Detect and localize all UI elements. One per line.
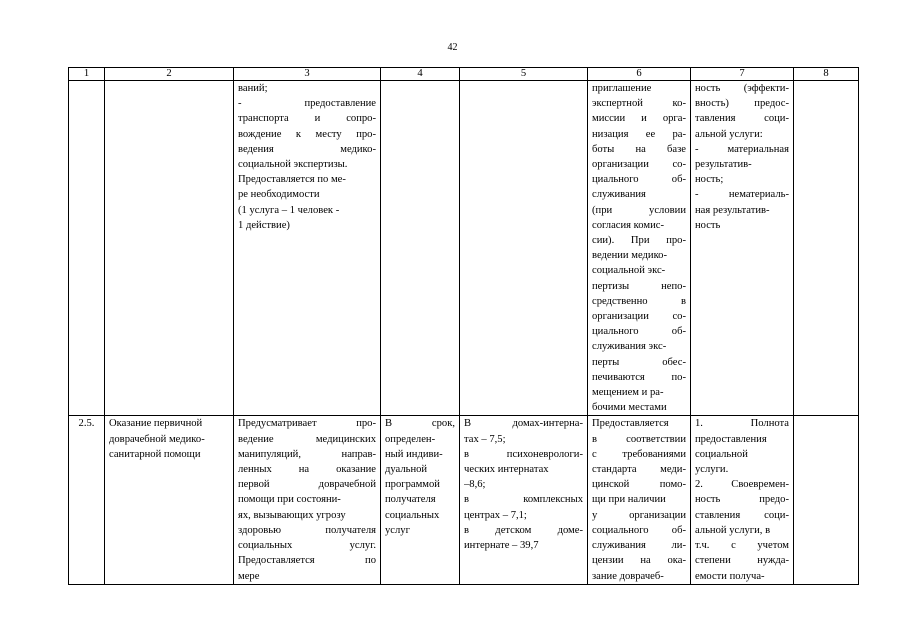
cell-text-line: служивания ли- (592, 540, 686, 552)
cell-text-line: зание доврачеб- (592, 570, 664, 582)
column-header: 2 (105, 68, 234, 81)
cell-text-line: согласия комис- (592, 219, 664, 231)
cell-text-line: определен- (385, 433, 436, 445)
page-number: 42 (447, 42, 458, 53)
cell-text-line: получателя (385, 494, 436, 506)
cell-evaluation (794, 81, 859, 416)
cell-text-line: социальных (385, 509, 440, 521)
cell-text-line: в комплексных (464, 494, 583, 506)
column-header: 8 (794, 68, 859, 81)
cell-number (69, 81, 105, 416)
cell-text-line: Оказание первичной (109, 418, 203, 430)
cell-text-line: боты на базе (592, 143, 686, 155)
cell-text-line: ность; (695, 174, 724, 186)
cell-text-line: у организации (592, 509, 686, 521)
cell-text-line: щи при наличии (592, 494, 666, 506)
cell-text-line: ность (эффекти- (695, 83, 789, 94)
cell-text-line: Предоставляется по ме- (238, 174, 346, 186)
cell-tariff (460, 416, 588, 584)
column-header: 5 (460, 68, 588, 81)
cell-text-line: социальной (695, 448, 748, 460)
cell-text-line: транспорта и сопро- (238, 113, 376, 125)
column-header: 3 (234, 68, 381, 81)
cell-text-line: средственно в (592, 295, 686, 307)
column-header: 4 (381, 68, 460, 81)
cell-conditions (588, 81, 691, 416)
cell-text-line: тах – 7,5; (464, 433, 506, 445)
cell-text-line: ях, вызывающих угрозу (238, 509, 346, 521)
cell-text-line: социальной экс- (592, 265, 666, 277)
column-header: 6 (588, 68, 691, 81)
cell-text-line: мещением и ра- (592, 387, 664, 399)
cell-text-line: ный индиви- (385, 448, 443, 460)
cell-text-line: социальных услуг. (238, 540, 376, 552)
cell-text-line: тавления соци- (695, 113, 789, 125)
cell-service-name (105, 416, 234, 584)
cell-text-line: ческих интернатах (464, 464, 549, 476)
cell-text-line: организации со- (592, 311, 686, 323)
cell-conditions (588, 416, 691, 584)
cell-text-line: ленных на оказание (238, 464, 376, 476)
cell-text-line: программой (385, 479, 440, 491)
cell-text-line: ведения медико- (238, 143, 376, 155)
cell-text-line: ведении медико- (592, 250, 668, 262)
cell-text-line: организации со- (592, 159, 686, 171)
cell-text-line: приглашение (592, 83, 652, 94)
cell-text-line: миссии и орга- (592, 113, 686, 125)
cell-term (381, 416, 460, 584)
cell-text-line: циального об- (592, 174, 686, 186)
cell-evaluation (794, 416, 859, 584)
cell-text-line: социального об- (592, 524, 686, 536)
column-number-row (69, 68, 859, 81)
cell-text-line: альной услуги: (695, 128, 763, 140)
cell-text-line: цинской помо- (592, 479, 686, 491)
cell-text-line: мере (238, 570, 260, 582)
cell-text-line: ваний; (238, 83, 268, 94)
cell-number: 2.5. (69, 416, 105, 584)
cell-text-line: предоставления (695, 433, 767, 445)
cell-text-line: доврачебной медико- (109, 433, 205, 445)
cell-text-line: интернате – 39,7 (464, 540, 539, 552)
cell-text-line: - материальная (695, 143, 789, 155)
column-header: 1 (69, 68, 105, 81)
cell-text-line: вождение к месту про- (238, 128, 376, 140)
table-row-continuation (69, 81, 859, 416)
cell-text-line: емости получа- (695, 570, 765, 582)
cell-description (234, 416, 381, 584)
cell-text-line: Предоставляется (592, 418, 669, 430)
cell-text-line: степени нужда- (695, 555, 789, 567)
cell-text-line: здоровью получателя (238, 524, 376, 536)
cell-text-line: 2. Своевремен- (695, 479, 789, 491)
cell-text-line: в соответствии (592, 433, 686, 445)
cell-quality-indicators (691, 416, 794, 584)
cell-text-line: услуг (385, 524, 410, 536)
cell-text-line: (1 услуга – 1 человек - (238, 204, 340, 216)
cell-text-line: служивания (592, 189, 646, 201)
cell-text-line: В срок, (385, 418, 455, 430)
cell-text-line: ведение медицинских (238, 433, 376, 445)
cell-term (381, 81, 460, 416)
cell-text-line: Предоставляется по (238, 555, 376, 567)
cell-text-line: сии). При про- (592, 235, 686, 247)
cell-text-line: социальной экспертизы. (238, 159, 348, 171)
cell-text-line: центрах – 7,1; (464, 509, 527, 521)
cell-text-line: печиваются по- (592, 371, 686, 383)
cell-text-line: (при условии (592, 204, 686, 216)
cell-description (234, 81, 381, 416)
cell-quality-indicators (691, 81, 794, 416)
cell-text-line: - предоставление (238, 98, 376, 110)
cell-text-line: 1 действие) (238, 219, 290, 231)
cell-text-line: бочими местами (592, 402, 667, 414)
cell-text-line: ставления соци- (695, 509, 789, 521)
services-table (68, 67, 859, 585)
cell-text-line: экспертной ко- (592, 98, 686, 110)
cell-tariff (460, 81, 588, 416)
cell-text-line: циального об- (592, 326, 686, 338)
cell-text-line: ре необходимости (238, 189, 320, 201)
cell-text-line: стандарта меди- (592, 464, 686, 476)
cell-text-line: - нематериаль- (695, 189, 789, 201)
cell-text-line: ная результатив- (695, 204, 770, 216)
cell-text-line: в детском доме- (464, 524, 583, 536)
cell-text-line: с требованиями (592, 448, 686, 460)
cell-service-name (105, 81, 234, 416)
cell-text-line: В домах-интерна- (464, 418, 583, 430)
cell-text-line: манипуляций, направ- (238, 448, 376, 460)
cell-text-line: первой доврачебной (238, 479, 376, 491)
cell-text-line: услуги. (695, 464, 729, 476)
cell-text-line: результатив- (695, 159, 752, 171)
cell-text-line: альной услуги, в (695, 524, 771, 536)
cell-text-line: 1. Полнота (695, 418, 789, 430)
column-header: 7 (691, 68, 794, 81)
cell-text-line: пертизы непо- (592, 280, 686, 292)
table-row-2-5 (69, 416, 859, 584)
cell-text-line: ность (695, 219, 721, 231)
cell-text-line: Предусматривает про- (238, 418, 376, 430)
cell-text-line: перты обес- (592, 356, 686, 368)
cell-text-line: –8,6; (464, 479, 486, 491)
cell-text-line: санитарной помощи (109, 448, 201, 460)
cell-text-line: помощи при состояни- (238, 494, 341, 506)
cell-text-line: в психоневрологи- (464, 448, 583, 460)
cell-text-line: дуальной (385, 464, 428, 476)
cell-text-line: т.ч. с учетом (695, 540, 789, 552)
cell-text-line: ность предо- (695, 494, 789, 506)
cell-text-line: служивания экс- (592, 341, 667, 353)
cell-text-line: цензии на ока- (592, 555, 686, 567)
cell-text-line: низация ее ра- (592, 128, 686, 140)
cell-text-line: вность) предос- (695, 98, 789, 110)
